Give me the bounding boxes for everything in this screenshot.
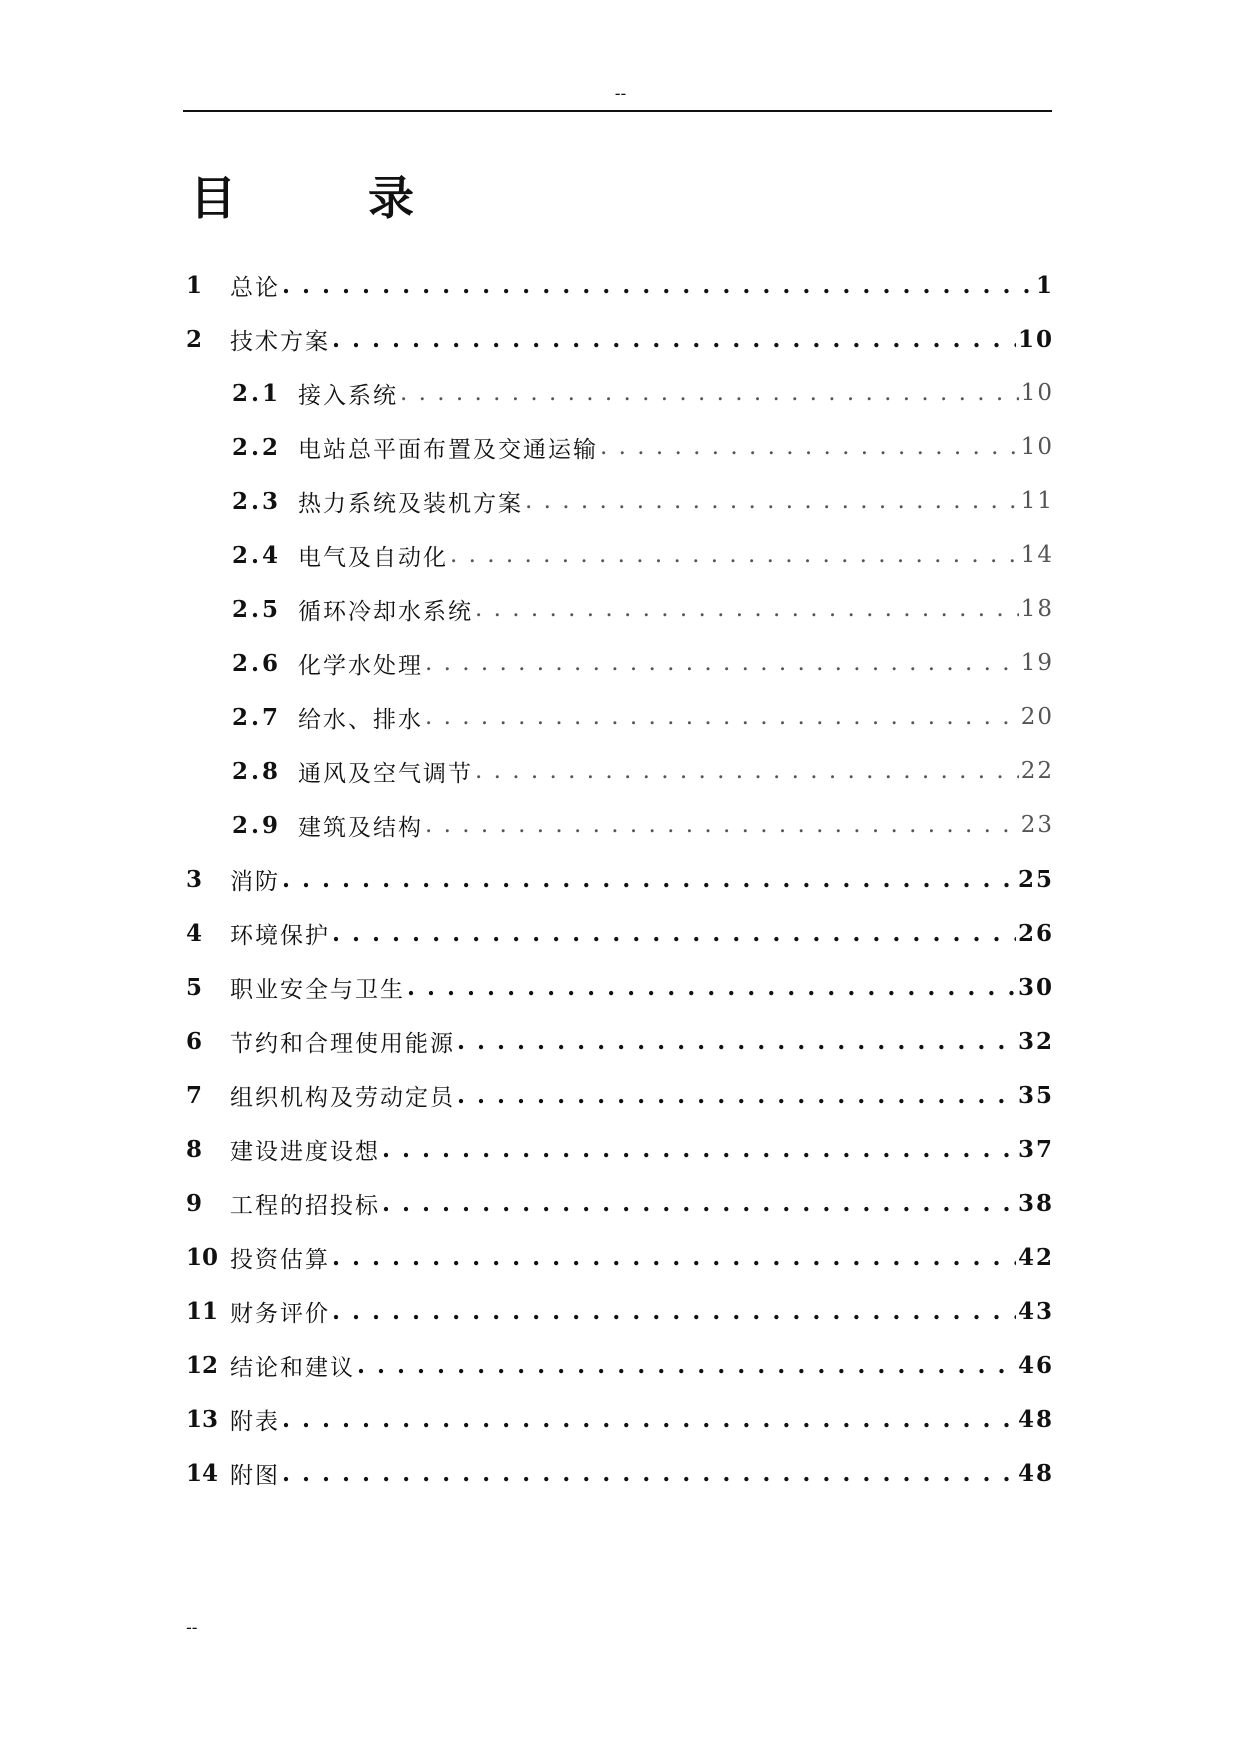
toc-dot-leader (457, 1082, 1016, 1109)
toc-dot-leader (332, 920, 1016, 947)
toc-entry-title: 给水、排水 (298, 706, 423, 733)
toc-entry-title: 节约和合理使用能源 (230, 1030, 455, 1057)
toc-entry-title: 总论 (230, 274, 280, 301)
toc-entry-number: 2.1 (232, 379, 282, 407)
toc-entry-title: 结论和建议 (230, 1354, 355, 1381)
toc-entry-title: 财务评价 (230, 1300, 330, 1327)
toc-entry[interactable] (186, 1122, 1054, 1176)
table-of-contents (186, 258, 1054, 1500)
toc-entry-title: 技术方案 (230, 328, 330, 355)
toc-entry-title: 化学水处理 (298, 652, 423, 679)
toc-dot-leader (282, 1406, 1016, 1433)
header-rule (183, 110, 1052, 112)
toc-dot-leader (475, 596, 1019, 622)
toc-entry-page-number: 22 (1020, 758, 1054, 784)
toc-entry[interactable] (186, 1446, 1054, 1500)
toc-dot-leader (450, 542, 1019, 568)
toc-entry-number: 5 (186, 973, 203, 1001)
toc-entry-page-number: 10 (1017, 325, 1054, 353)
toc-entry-page-number: 46 (1017, 1351, 1054, 1379)
toc-entry-page-number: 25 (1017, 865, 1054, 893)
toc-entry-number: 2.5 (232, 595, 282, 623)
toc-entry-number: 2.7 (232, 703, 282, 731)
toc-dot-leader (425, 812, 1019, 838)
toc-entry-title: 通风及空气调节 (298, 760, 473, 787)
toc-entry-page-number: 1 (1035, 271, 1054, 299)
toc-entry-number: 9 (186, 1189, 203, 1217)
toc-entry-page-number: 26 (1017, 919, 1054, 947)
toc-entry-page-number: 43 (1017, 1297, 1054, 1325)
toc-entry-number: 7 (186, 1081, 203, 1109)
toc-entry-page-number: 20 (1020, 704, 1054, 730)
toc-entry[interactable] (186, 1014, 1054, 1068)
toc-entry[interactable] (186, 852, 1054, 906)
toc-entry-page-number: 32 (1017, 1027, 1054, 1055)
toc-dot-leader (332, 1298, 1016, 1325)
toc-dot-leader (457, 1028, 1016, 1055)
toc-entry-page-number: 30 (1017, 973, 1054, 1001)
toc-entry[interactable] (186, 1338, 1054, 1392)
toc-entry-number: 14 (186, 1459, 219, 1487)
toc-entry-title: 投资估算 (230, 1246, 330, 1273)
toc-entry-title: 附表 (230, 1408, 280, 1435)
toc-entry[interactable] (186, 690, 1054, 744)
toc-entry[interactable] (186, 1230, 1054, 1284)
toc-dot-leader (600, 434, 1019, 460)
toc-entry-number: 3 (186, 865, 203, 893)
toc-entry[interactable] (186, 582, 1054, 636)
toc-entry-title: 环境保护 (230, 922, 330, 949)
toc-entry-number: 6 (186, 1027, 203, 1055)
toc-dot-leader (332, 326, 1016, 353)
toc-entry-page-number: 11 (1020, 488, 1054, 514)
toc-entry-title: 消防 (230, 868, 280, 895)
toc-entry-title: 建设进度设想 (230, 1138, 380, 1165)
toc-dot-leader (382, 1136, 1016, 1163)
toc-entry[interactable] (186, 420, 1054, 474)
toc-entry[interactable] (186, 1068, 1054, 1122)
toc-entry-page-number: 42 (1017, 1243, 1054, 1271)
toc-entry-page-number: 19 (1020, 650, 1054, 676)
toc-entry-number: 2.6 (232, 649, 282, 677)
toc-entry-page-number: 48 (1017, 1459, 1054, 1487)
toc-dot-leader (332, 1244, 1016, 1271)
toc-dot-leader (382, 1190, 1016, 1217)
toc-entry[interactable] (186, 744, 1054, 798)
toc-entry[interactable] (186, 960, 1054, 1014)
toc-entry[interactable] (186, 528, 1054, 582)
toc-entry-page-number: 10 (1020, 434, 1054, 460)
toc-entry-number: 2 (186, 325, 203, 353)
toc-entry-page-number: 14 (1020, 542, 1054, 568)
toc-entry-number: 2.8 (232, 757, 282, 785)
toc-dot-leader (425, 704, 1019, 730)
toc-entry-title: 建筑及结构 (298, 814, 423, 841)
toc-entry-number: 10 (186, 1243, 219, 1271)
toc-entry-number: 2.4 (232, 541, 282, 569)
toc-entry-title: 工程的招投标 (230, 1192, 380, 1219)
toc-entry[interactable] (186, 906, 1054, 960)
toc-entry-number: 2.2 (232, 433, 282, 461)
toc-entry-number: 2.3 (232, 487, 282, 515)
toc-entry-title: 热力系统及装机方案 (298, 490, 523, 517)
toc-entry-number: 2.9 (232, 811, 282, 839)
toc-entry[interactable] (186, 474, 1054, 528)
toc-entry-number: 8 (186, 1135, 203, 1163)
toc-entry-number: 13 (186, 1405, 219, 1433)
toc-entry-title: 职业安全与卫生 (230, 976, 405, 1003)
toc-entry-page-number: 38 (1017, 1189, 1054, 1217)
toc-dot-leader (282, 272, 1034, 299)
toc-dot-leader (475, 758, 1019, 784)
toc-entry-page-number: 10 (1020, 380, 1054, 406)
toc-entry-page-number: 37 (1017, 1135, 1054, 1163)
toc-dot-leader (282, 1460, 1016, 1487)
header-mark: -- (614, 84, 627, 103)
toc-entry-title: 循环冷却水系统 (298, 598, 473, 625)
toc-entry[interactable] (186, 366, 1054, 420)
toc-entry-number: 12 (186, 1351, 219, 1379)
toc-entry[interactable] (186, 798, 1054, 852)
footer-mark: -- (186, 1618, 198, 1637)
toc-entry[interactable] (186, 1392, 1054, 1446)
toc-dot-leader (282, 866, 1016, 893)
toc-entry-page-number: 48 (1017, 1405, 1054, 1433)
toc-entry-number: 4 (186, 919, 203, 947)
toc-entry[interactable] (186, 258, 1054, 312)
toc-entry-title: 电气及自动化 (298, 544, 448, 571)
toc-title: 目 录 (190, 171, 473, 225)
toc-dot-leader (357, 1352, 1016, 1379)
toc-entry-number: 1 (186, 271, 203, 299)
toc-entry-title: 电站总平面布置及交通运输 (298, 436, 598, 463)
toc-dot-leader (425, 650, 1019, 676)
toc-entry-title: 组织机构及劳动定员 (230, 1084, 455, 1111)
toc-entry[interactable] (186, 312, 1054, 366)
toc-dot-leader (525, 488, 1019, 514)
toc-dot-leader (400, 380, 1019, 406)
toc-entry[interactable] (186, 1176, 1054, 1230)
toc-dot-leader (407, 974, 1016, 1001)
toc-entry-title: 附图 (230, 1462, 280, 1489)
toc-entry[interactable] (186, 1284, 1054, 1338)
toc-entry[interactable] (186, 636, 1054, 690)
toc-entry-title: 接入系统 (298, 382, 398, 409)
toc-entry-page-number: 18 (1020, 596, 1054, 622)
toc-entry-number: 11 (186, 1297, 219, 1325)
toc-entry-page-number: 23 (1020, 812, 1054, 838)
toc-entry-page-number: 35 (1017, 1081, 1054, 1109)
